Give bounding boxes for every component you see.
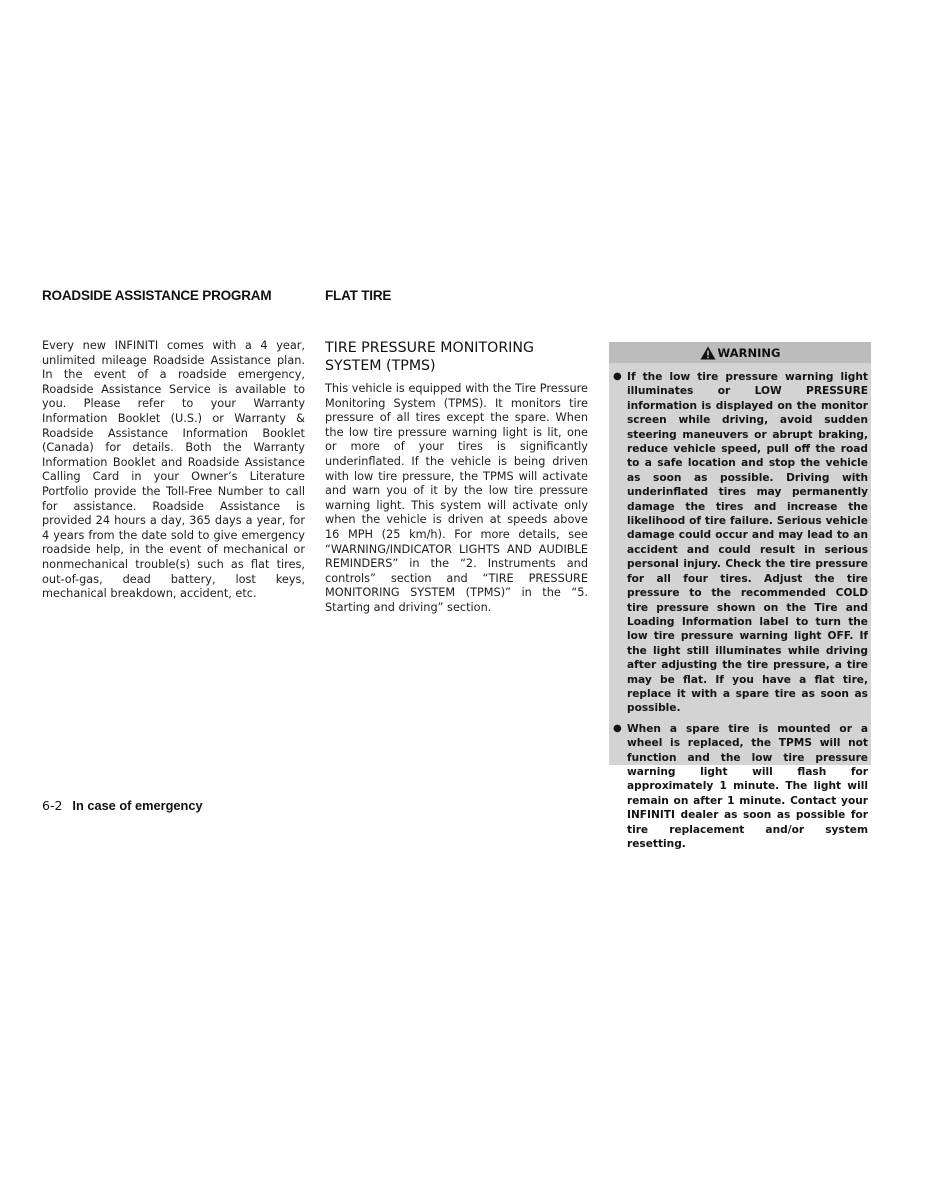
warning-item (613, 370, 868, 716)
roadside-assistance-heading: ROADSIDE ASSISTANCE PROGRAM (42, 288, 272, 303)
warning-list (609, 363, 871, 851)
warning-triangle-icon (700, 346, 716, 360)
flat-tire-heading: FLAT TIRE (325, 288, 392, 303)
warning-item-text: When a spare tire is mounted or a wheel is replaced, the TPMS will not function and the low tire pressure warning light will flash for approximately 1 minute. The light will remain on after 1 minute. Contact your INFINITI dealer as soon as possible for tire replacement and/or system resetting. (627, 722, 868, 850)
tpms-subheading: TIRE PRESSURE MONITORING SYSTEM (TPMS) (325, 340, 534, 374)
warning-box (609, 342, 871, 850)
tpms-paragraph: This vehicle is equipped with the Tire Pressure Monitoring System (TPMS). It monitors tire pressure of all tires except the spare. When the low tire pressure warning light is lit, one or more of your tires is significantly underinflated. If the vehicle is being driven with low tire pressure, the TPMS will activate and warn you of it by the low tire pressure warning light. This system will activate only when the vehicle is driven at speeds above 16 MPH (25 km/h). For more details, see “WARNING/INDICATOR LIGHTS AND AUDIBLE REMINDERS” in the “2. Instruments and controls” section and “TIRE PRESSURE MONITORING SYSTEM (TPMS)” in the “5. Starting and driving” section. (325, 382, 588, 614)
footer-section-title: In case of emergency (72, 798, 203, 813)
bullet-icon: ● (613, 722, 622, 734)
bullet-icon: ● (613, 371, 622, 382)
roadside-assistance-paragraph: Every new INFINITI comes with a 4 year, unlimited mileage Roadside Assistance plan. In the event of a roadside emergency, Roadside Assistance Service is available to you. Please refer to your Warranty Information Booklet (U.S.) or Warranty & Roadside Assistance Information Booklet (Canada) for details. Both the Warranty Information Booklet and Roadside Assistance Calling Card in your Owner’s Literature Portfolio provide the Toll-Free Number to call for assistance. Roadside Assistance is provided 24 hours a day, 365 days a year, for 4 years from the date sold to give emergency roadside help, in the event of mechanical or nonmechanical trouble(s) such as flat tires, out-of-gas, dead battery, lost keys, mechanical breakdown, accident, etc. (42, 339, 305, 601)
page-number: 6-2 (42, 798, 63, 813)
warning-title: WARNING (717, 345, 781, 360)
page-footer (42, 798, 203, 813)
warning-item (613, 722, 868, 852)
warning-header (609, 342, 871, 363)
warning-item-text: If the low tire pressure warning light illuminates or LOW PRESSURE information is displayed on the monitor screen while driving, avoid sudden steering maneuvers or abrupt braking, reduce vehicle speed, pull off the road to a safe location and stop the vehicle as soon as possible. Driving with underinflated tires may permanently damage the tires and increase the likelihood of tire failure. Serious vehicle damage could occur and may lead to an accident and could result in serious personal injury. Check the tire pressure for all four tires. Adjust the tire pressure to the recommended COLD tire pressure shown on the Tire and Loading Information label to turn the low tire pressure warning light OFF. If the light still illuminates while driving after adjusting the tire pressure, a tire may be flat. If you have a flat tire, replace it with a spare tire as soon as possible. (627, 371, 868, 715)
